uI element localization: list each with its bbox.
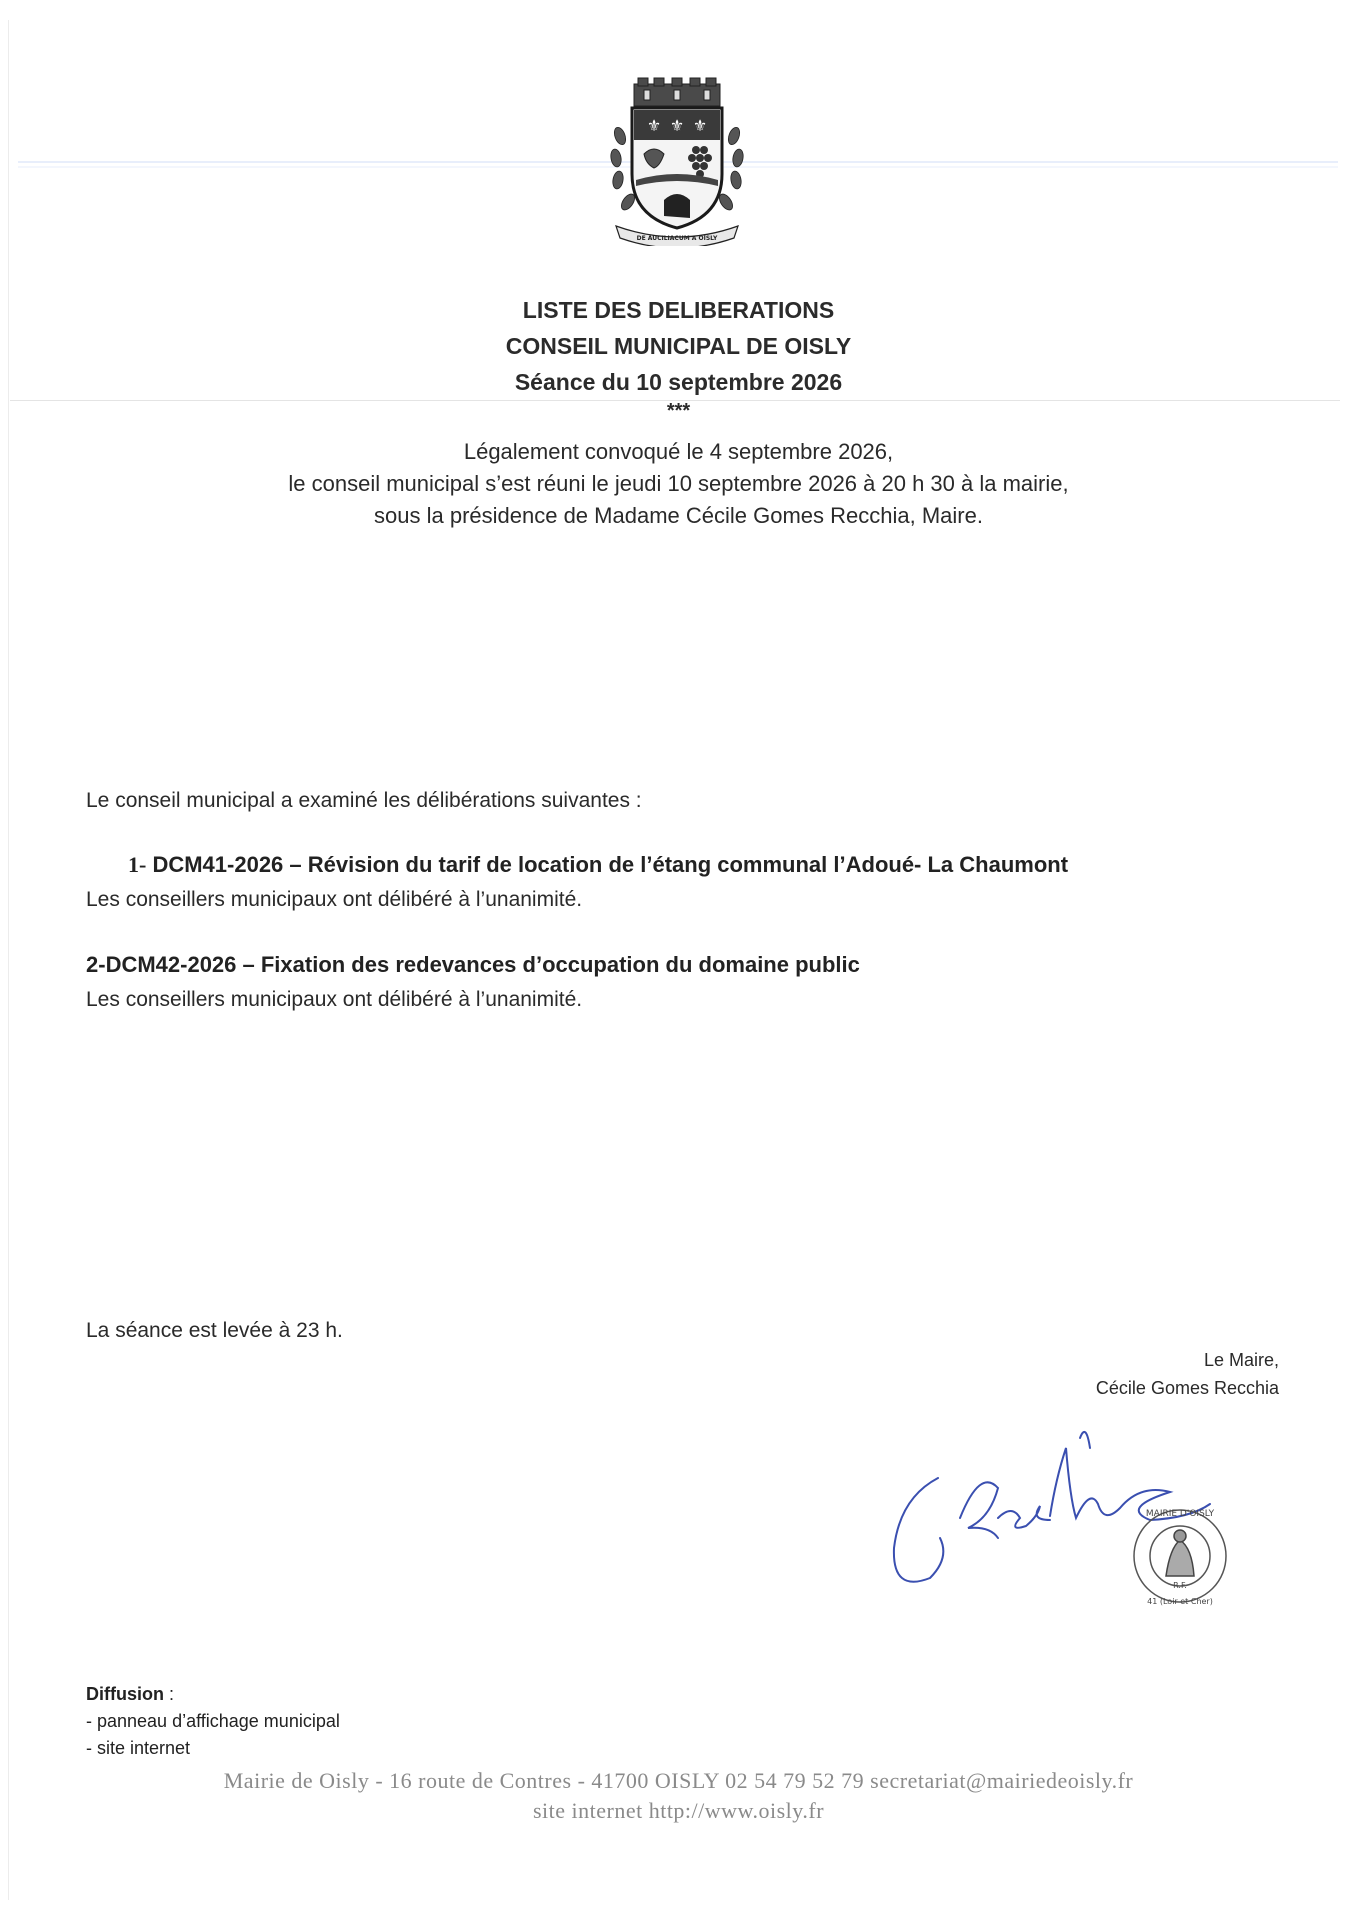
signatory-name: Cécile Gomes Recchia xyxy=(1095,1378,1279,1398)
diffusion-block xyxy=(86,1681,340,1762)
deliberation-number: 2- xyxy=(86,952,106,977)
diffusion-item: - panneau d’affichage municipal xyxy=(86,1711,340,1731)
svg-text:⚜: ⚜ xyxy=(669,116,685,135)
oisly-crest-logo xyxy=(592,76,762,246)
diffusion-heading xyxy=(86,1681,340,1708)
handwritten-signature xyxy=(894,1432,1210,1582)
page-footer xyxy=(0,1766,1357,1826)
crest-motto: DE AUCILIACUM A OISLY xyxy=(636,235,718,242)
diffusion-label: Diffusion xyxy=(86,1684,164,1704)
deliberations-intro: Le conseil municipal a examiné les délibérations suivantes : xyxy=(86,789,642,812)
mural-crown xyxy=(634,78,720,106)
stamp-rf: R.F. xyxy=(1173,1581,1187,1590)
document-header xyxy=(0,292,1357,532)
deliberation-heading: DCM42-2026 – Fixation des redevances d’occupation du domaine public xyxy=(105,952,860,977)
deliberation-heading: DCM41-2026 – Révision du tarif de location de l’étang communal l’Adoué- La Chaumont xyxy=(152,852,1069,877)
intro-line: Légalement convoqué le 4 septembre 2026, xyxy=(463,439,894,464)
deliberation-number: 1- xyxy=(128,852,147,877)
intro-line: sous la présidence de Madame Cécile Gomes Recchia, Maire. xyxy=(374,503,983,528)
intro-paragraph xyxy=(0,436,1357,532)
intro-line: le conseil municipal s’est réuni le jeudi 10 septembre 2026 à 20 h 30 à la mairie, xyxy=(288,471,1069,496)
signatory-role: Le Maire, xyxy=(1203,1350,1279,1370)
diffusion-colon: : xyxy=(164,1684,175,1704)
session-date: Séance du 10 septembre 2026 xyxy=(514,369,843,395)
separator-stars: *** xyxy=(666,400,691,422)
svg-text:⚜: ⚜ xyxy=(692,116,708,135)
deliberation-1-title xyxy=(128,849,1068,881)
deliberation-2-vote: Les conseillers municipaux ont délibéré à l’unanimité. xyxy=(86,988,583,1011)
signatory-block xyxy=(1096,1346,1279,1402)
mayor-signature-and-stamp xyxy=(880,1408,1250,1608)
diffusion-item: - site internet xyxy=(86,1738,191,1758)
footer-address: Mairie de Oisly - 16 route de Contres - 41700 OISLY 02 54 79 52 79 secretariat@mairiedeoisly.fr xyxy=(223,1768,1134,1793)
footer-website: site internet http://www.oisly.fr xyxy=(532,1798,825,1823)
svg-text:⚜: ⚜ xyxy=(646,116,662,135)
council-name: CONSEIL MUNICIPAL DE OISLY xyxy=(505,333,852,359)
deliberation-1-vote: Les conseillers municipaux ont délibéré à l’unanimité. xyxy=(86,888,583,911)
stamp-text: MAIRIE D'OISLY xyxy=(1145,1509,1215,1519)
stamp-department: 41 (Loir et Cher) xyxy=(1147,1597,1213,1606)
document-title: LISTE DES DELIBERATIONS xyxy=(522,297,835,323)
session-closing: La séance est levée à 23 h. xyxy=(86,1319,343,1342)
deliberation-2-title xyxy=(86,949,860,981)
